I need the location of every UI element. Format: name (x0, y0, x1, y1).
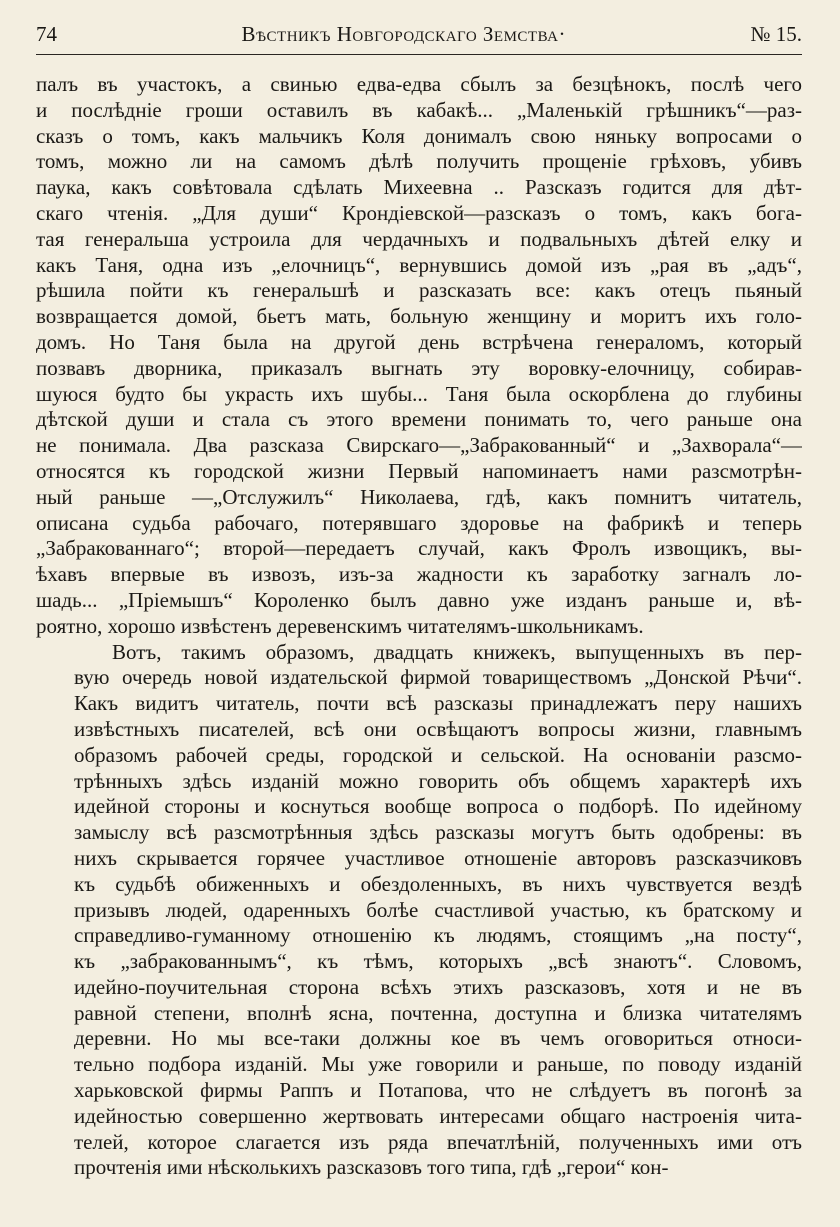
text-line: домъ. Но Таня была на другой день встрѣчена генераломъ, который (36, 329, 802, 354)
text-line: трѣнныхъ здѣсь изданій можно говорить объ общемъ характерѣ ихъ (74, 768, 802, 793)
running-title: Вѣстникъ Новгородскаго Земства· (241, 22, 566, 46)
text-line: сказъ о томъ, какъ мальчикъ Коля донималъ свою няньку вопросами о (36, 123, 802, 148)
text-line: дѣтской души и стала съ этого времени понимать то, чего раньше она (36, 407, 802, 432)
text-line: ѣхавъ впервые въ извозъ, изъ-за жадности къ заработку загналъ ло- (36, 562, 802, 587)
text-line: томъ, можно ли на самомъ дѣлѣ получить прощеніе грѣховъ, убивъ (36, 149, 802, 174)
paragraph (36, 640, 802, 1182)
text-line: относятся къ городской жизни Первый напоминаетъ нами разсмотрѣн- (36, 458, 802, 483)
text-line: „Забракованнаго“; второй—передаетъ случай, какъ Фролъ извощикъ, вы- (36, 536, 802, 561)
text-line: харьковской фирмы Раппъ и Потапова, что не слѣдуетъ въ погонѣ за (74, 1078, 802, 1103)
text-line: позвавъ дворника, приказалъ выгнать эту воровку-елочницу, собирав- (36, 355, 802, 380)
text-line: призывъ людей, одаренныхъ болѣе счастливой участью, къ братскому и (74, 897, 802, 922)
text-line: паука, какъ совѣтовала сдѣлать Михеевна .. Разсказъ годится для дѣт- (36, 175, 802, 200)
text-line: равной степени, вполнѣ ясна, почтенна, доступна и близка читателямъ (74, 1000, 802, 1025)
text-line: идейной стороны и коснуться вообще вопроса о подборѣ. По идейному (74, 794, 802, 819)
text-line: рѣшила пойти къ генеральшѣ и разсказать все: какъ отецъ пьяный (36, 278, 802, 303)
text-line: извѣстныхъ писателей, всѣ они освѣщаютъ вопросы жизни, главнымъ (74, 716, 802, 741)
issue-number: № 15. (750, 22, 802, 46)
text-line: какъ Таня, одна изъ „елочницъ“, вернувшись домой изъ „рая въ „адъ“, (36, 252, 802, 277)
text-line: ный раньше —„Отслужилъ“ Николаева, гдѣ, какъ помнитъ читатель, (36, 484, 802, 509)
text-line: не понимала. Два разсказа Свирскаго—„Забракованный“ и „Захворала“— (36, 433, 802, 458)
text-line: палъ въ участокъ, а свинью едва-едва сбылъ за безцѣнокъ, послѣ чего (36, 72, 802, 96)
header-rule (36, 54, 802, 55)
text-line: идейностью совершенно жертвовать интересами общаго настроенія чита- (74, 1103, 802, 1128)
text-line: Вотъ, такимъ образомъ, двадцать книжекъ, выпущенныхъ въ пер- (112, 639, 802, 664)
text-line: идейно-поучительная сторона всѣхъ этихъ разсказовъ, хотя и не въ (74, 974, 802, 999)
text-line: и послѣдніе гроши оставилъ въ кабакѣ... „Маленькій грѣшникъ“—раз- (36, 97, 802, 122)
text-line: Какъ видитъ читатель, почти всѣ разсказы принадлежатъ перу нашихъ (74, 691, 802, 716)
text-line: замыслу всѣ разсмотрѣнныя здѣсь разсказы могутъ быть одобрены: въ (74, 820, 802, 845)
text-line: роятно, хорошо извѣстенъ деревенскимъ читателямъ-школьникамъ. (36, 613, 644, 638)
text-line: вую очередь новой издательской фирмой товариществомъ „Донской Рѣчи“. (74, 665, 802, 690)
text-line: шуюся будто бы украсть ихъ шубы... Таня была оскорблена до глубины (36, 381, 802, 406)
text-line: прочтенія ими нѣсколькихъ разсказовъ того типа, гдѣ „герои“ кон- (74, 1155, 669, 1180)
text-line: нихъ скрывается горячее участливое отношеніе авторовъ разсказчиковъ (74, 845, 802, 870)
page-header (36, 22, 802, 52)
text-line: образомъ рабочей среды, городской и сельской. На основаніи разсмо- (74, 742, 802, 767)
text-line: къ судьбѣ обиженныхъ и обездоленныхъ, въ нихъ чувствуется вездѣ (74, 871, 802, 896)
text-line: тая генеральша устроила для чердачныхъ и подвальныхъ дѣтей елку и (36, 226, 802, 251)
text-line: возвращается домой, бьетъ мать, больную женщину и моритъ ихъ голо- (36, 304, 802, 329)
text-line: деревни. Но мы все-таки должны кое въ чемъ оговориться относи- (74, 1026, 802, 1051)
text-line: описана судьба рабочаго, потерявшаго здоровье на фабрикѣ и теперь (36, 510, 802, 535)
paragraph (36, 72, 802, 640)
text-line: шадь... „Пріемышъ“ Короленко былъ давно уже изданъ раньше и, вѣ- (36, 587, 802, 612)
text-line: тельно подбора изданій. Мы уже говорили и раньше, по поводу изданій (74, 1052, 802, 1077)
page-number: 74 (36, 22, 57, 46)
text-line: скаго чтенія. „Для души“ Крондіевской—разсказъ о томъ, какъ бога- (36, 200, 802, 225)
text-line: справедливо-гуманному отношенію къ людямъ, стоящимъ „на посту“, (74, 923, 802, 948)
text-line: къ „забракованнымъ“, къ тѣмъ, которыхъ „всѣ знаютъ“. Словомъ, (74, 949, 802, 974)
text-line: телей, которое слагается изъ ряда впечатлѣній, полученныхъ ими отъ (74, 1129, 802, 1154)
body-text (36, 72, 802, 1181)
